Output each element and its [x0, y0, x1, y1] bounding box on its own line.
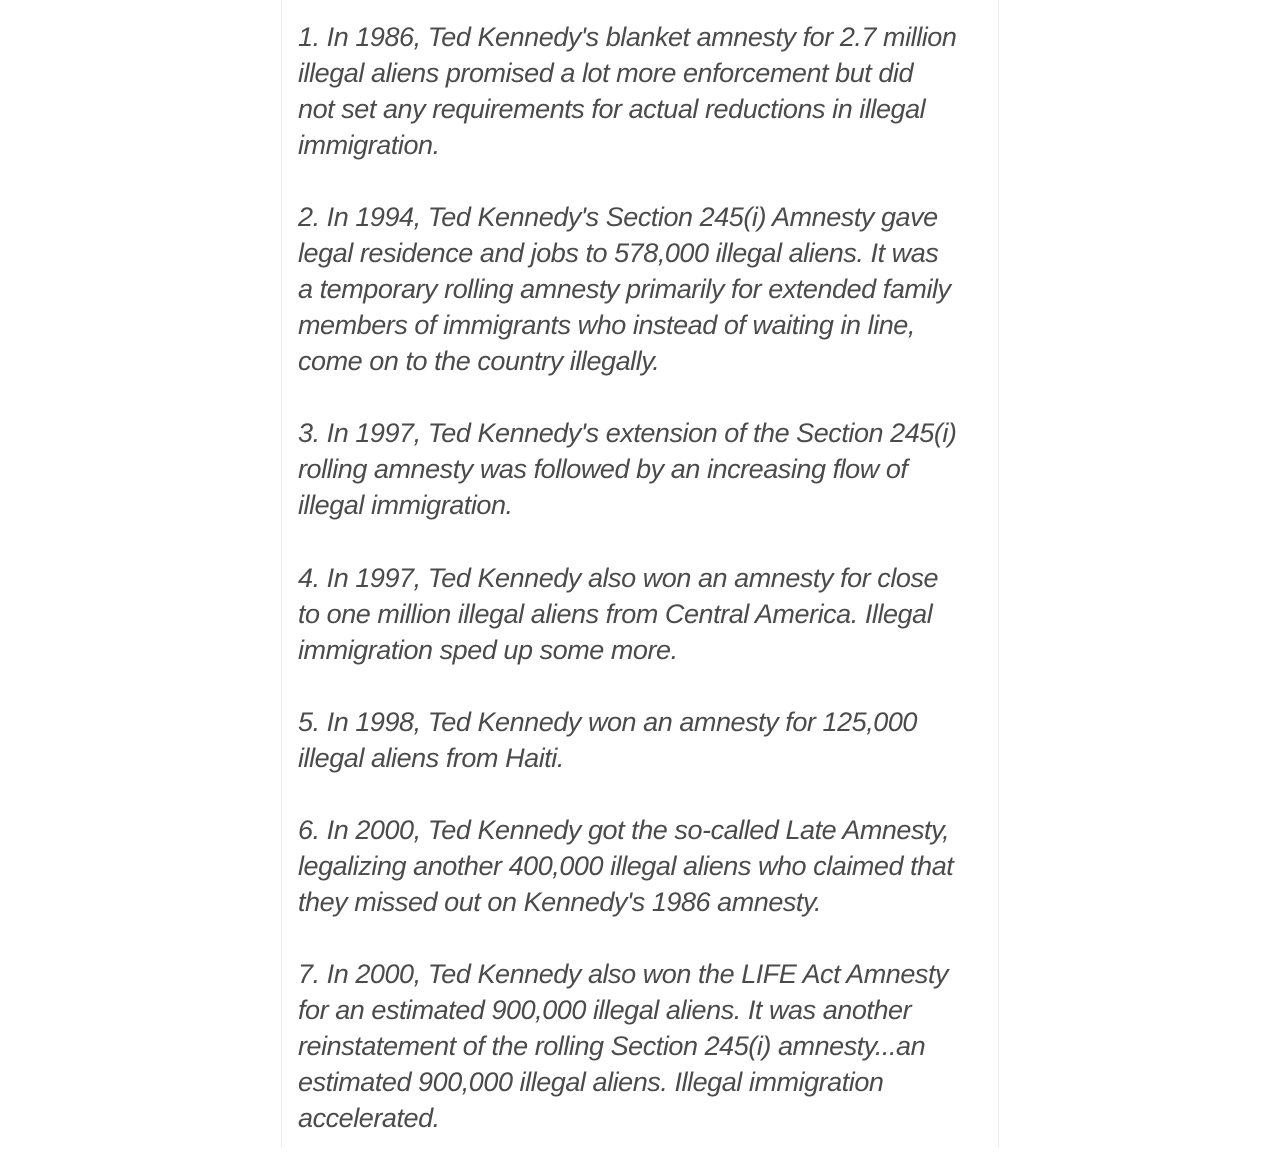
text-line: illegal aliens promised a lot more enforcement but did: [298, 58, 914, 88]
text-line: 2. In 1994, Ted Kennedy's Section 245(i) Amnesty gave: [298, 202, 938, 232]
text-line: 3. In 1997, Ted Kennedy's extension of the Section 245(i): [298, 418, 957, 448]
text-line: for an estimated 900,000 illegal aliens. It was another: [298, 995, 912, 1025]
list-item: [298, 199, 988, 379]
text-line: immigration sped up some more.: [298, 635, 678, 665]
list-item: [298, 812, 988, 920]
list-item: [298, 704, 988, 776]
text-line: to one million illegal aliens from Central America. Illegal: [298, 599, 933, 629]
list-item: [298, 415, 988, 523]
text-line: 5. In 1998, Ted Kennedy won an amnesty for 125,000: [298, 707, 917, 737]
text-line: 1. In 1986, Ted Kennedy's blanket amnesty for 2.7 million: [298, 22, 957, 52]
list-item: [298, 19, 988, 163]
text-line: 4. In 1997, Ted Kennedy also won an amnesty for close: [298, 563, 939, 593]
article-column: [281, 0, 999, 1148]
text-line: accelerated.: [298, 1103, 440, 1133]
text-line: estimated 900,000 illegal aliens. Illegal immigration: [298, 1067, 884, 1097]
text-line: not set any requirements for actual reductions in illegal: [298, 94, 926, 124]
text-line: illegal immigration.: [298, 490, 513, 520]
text-line: immigration.: [298, 130, 440, 160]
list-item: [298, 560, 988, 668]
text-line: come on to the country illegally.: [298, 346, 660, 376]
text-line: 7. In 2000, Ted Kennedy also won the LIFE Act Amnesty: [298, 959, 949, 989]
list-item: [298, 956, 988, 1136]
text-line: 6. In 2000, Ted Kennedy got the so-called Late Amnesty,: [298, 815, 950, 845]
text-line: legalizing another 400,000 illegal aliens who claimed that: [298, 851, 954, 881]
text-line: illegal aliens from Haiti.: [298, 743, 564, 773]
text-line: legal residence and jobs to 578,000 illegal aliens. It was: [298, 238, 939, 268]
text-line: they missed out on Kennedy's 1986 amnesty.: [298, 887, 822, 917]
text-line: a temporary rolling amnesty primarily for extended family: [298, 274, 951, 304]
text-line: members of immigrants who instead of waiting in line,: [298, 310, 915, 340]
text-line: rolling amnesty was followed by an increasing flow of: [298, 454, 908, 484]
text-line: reinstatement of the rolling Section 245(i) amnesty...an: [298, 1031, 926, 1061]
